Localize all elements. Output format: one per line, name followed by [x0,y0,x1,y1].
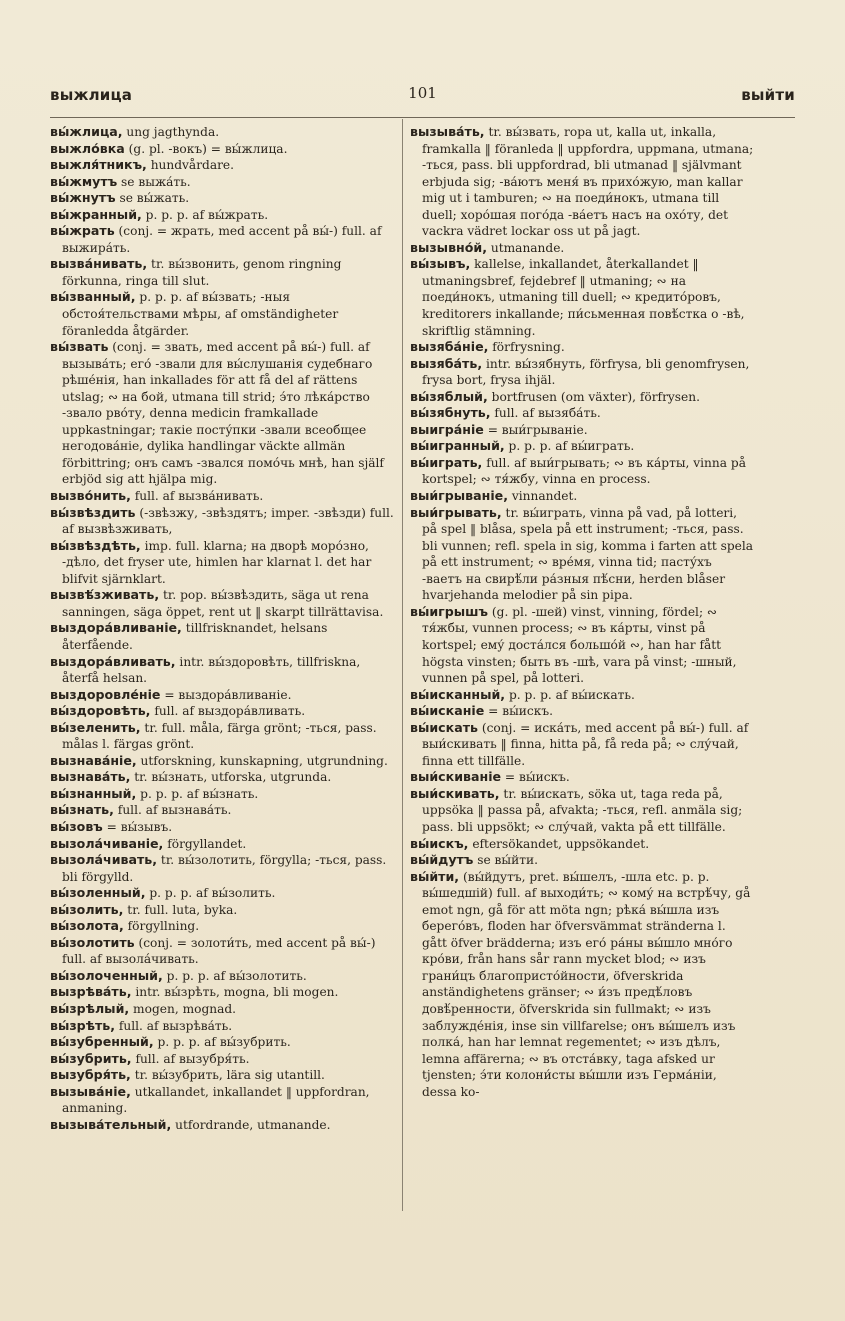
dictionary-entry [50,620,394,653]
entry-headword: вы́зубрить, [50,1050,132,1066]
entry-definition: p. p. p. af вы́жрать. [141,207,269,222]
dictionary-entry [50,687,394,704]
dictionary-entry [410,124,754,240]
entry-definition: (вы́йдутъ, pret. вы́шелъ, -шла etc. p. p. вы́шедшій) full. af выходи́ть; ∾ кому́ на встрѣ́чу, gå emot ngn, gå för att möta ngn; рѣка́ вы́шла изъ берего́въ, floden har öfversvämmat stränderna l. gått öfver brädderna; изъ его́ ра́ны вы́шло мно́го кро́ви, från hans sår rann mycket blod; ∾ изъ грани́цъ благопристо́йности, öfverskrida anständighetens gränser; ∾ и́зъ предѣ́ловъ довѣ́ренности, öfverskrida sin fullmakt; ∾ изъ заблужде́нія, inse sin villfarelse; онъ вы́шелъ изъ полка́, han har lemnat regementet; ∾ изъ дѣлъ, lemna affärerna; ∾ въ отста́вку, taga afsked ur tjensten; э́ти колони́сты вы́шли изъ Герма́ніи, dessa ko- [422,869,751,1099]
dictionary-entry [50,885,394,902]
entry-definition: tillfrisknandet, helsans återfående. [62,621,328,652]
dictionary-entry [50,836,394,853]
dictionary-entry [410,240,754,257]
dictionary-entry [50,1051,394,1068]
entry-headword: вы́здоровѣть, [50,703,151,719]
entry-definition: tr. вы́искать, söka ut, taga reda på, uppsöka ‖ passa på, afvakta; -ться, refl. anmäla sig; pass. bli uppsökt; ∾ слу́чай, vakta på ett tillfälle. [422,786,743,834]
dictionary-entry [50,256,394,289]
entry-definition: eftersökandet, uppsökandet. [468,836,650,851]
entry-headword: вы́искъ, [410,835,469,851]
entry-definition: full. af вызяба́ть. [490,406,601,421]
entry-definition: full. af вызва́нивать. [130,489,264,504]
dictionary-entry [50,786,394,803]
entry-definition: förfrysning. [488,340,565,355]
entry-definition: p. p. p. af вы́искать. [505,687,635,702]
entry-definition: (conj. = звать, med accent på вы́-) full. af вызыва́ть; его́ -звали для вы́слушанія судебнаго рѣше́нія, han inkallades för att få del af rättens utslag; ∾ на бой, utmana till strid; э́то лѣка́рство -звало рво́ту, denna medicin framkallade uppkastningar; такіе посту́пки -звали всеобщее негодова́ніе, dylika handlingar väckte allmän förbittring; онъ самъ -звался помо́чь мнѣ, han själf erbjöd sig att hjälpa mig. [62,340,384,487]
dictionary-entry [50,505,394,538]
entry-definition: (g. pl. -шей) vinst, vinning, fördel; ∾ тя́жбы, vunnen process; ∾ въ ка́рты, vinst på kortspel; ему́ доста́лся большо́й ∾, han har fått högsta vinsten; быть въ -шѣ, vara på vinst; -шный, vunnen på spel, på lotteri. [422,604,737,686]
entry-definition: utforskning, kunskapning, utgrundning. [136,753,388,768]
entry-headword: вы́йти, [410,868,460,884]
entry-headword: вызола́чивать, [50,852,158,868]
entry-headword: вы́званный, [50,289,136,305]
entry-headword: вы́знанный, [50,785,137,801]
entry-definition: se вы́йти. [473,853,538,868]
entry-headword: вы́зовъ [50,818,103,834]
entry-headword: вы́золенный, [50,885,146,901]
entry-headword: выздора́вливать, [50,653,176,669]
entry-headword: выжло́вка [50,140,125,156]
dictionary-entry [50,190,394,207]
entry-headword: вызнава́ніе, [50,752,137,768]
entry-headword: вы́золота, [50,918,124,934]
entry-definition: tr. вы́зубрить, lära sig utantill. [130,1068,325,1083]
entry-definition: (conj. = золоти́ть, med accent på вы́-) full. af вызола́чивать. [62,935,376,967]
dictionary-entry [410,438,754,455]
entry-definition: = вы́искъ. [501,770,570,785]
entry-headword: вызва́нивать, [50,256,148,272]
dictionary-entry [50,587,394,620]
entry-headword: вызнава́ть, [50,769,131,785]
entry-definition: tr. вы́звонить, genom ringning förkunna, ringa till slut. [62,257,342,288]
entry-headword: вы́жранный, [50,206,142,222]
entry-headword: вызво́нить, [50,488,131,504]
entry-definition: = вы́зывъ. [102,819,173,834]
entry-definition: intr. вы́зябнуть, förfrysa, bli genomfrysen, frysa bort, frysa ihjäl. [422,356,750,388]
dictionary-entry [50,819,394,836]
dictionary-entry [410,488,754,505]
dictionary-entry [410,869,754,1101]
entry-definition: ung jagthynda. [122,125,220,139]
entry-definition: full. af вызнава́ть. [113,803,232,818]
entry-definition: tr. вы́знать, utforska, utgrunda. [130,770,332,785]
dictionary-entry [50,538,394,588]
entry-headword: вы́исканный, [410,686,506,702]
dictionary-entry [410,769,754,786]
entry-headword: вы́зрѣлый, [50,1000,130,1016]
entry-headword: вы́играть, [410,454,483,470]
dictionary-entry [50,223,394,256]
entry-headword: вы́жрать [50,223,115,239]
entry-headword: вызрѣва́ть, [50,984,132,1000]
entry-headword: вызяба́ніе, [410,339,489,355]
entry-headword: вы́зяблый, [410,388,488,404]
entry-headword: вы́жлица, [50,124,123,139]
dictionary-entry [50,289,394,339]
entry-definition: full. af вызубря́ть. [131,1051,250,1066]
entry-headword: вы́жмутъ [50,173,118,189]
dictionary-entry [410,455,754,488]
entry-definition: (conj. = жрать, med accent på вы́-) full. af выжира́ть. [62,224,382,255]
entry-headword: вы́зрѣть, [50,1017,116,1033]
dictionary-entry [50,935,394,968]
column-divider [402,119,403,1211]
entry-definition: (-звѣзжу, -звѣздятъ; imper. -звѣзди) full. af вызвѣзживать, [62,505,394,537]
entry-headword: вызыва́ть, [410,124,485,139]
dictionary-entry [50,918,394,935]
left-column [50,124,394,1133]
entry-definition: (g. pl. -вокъ) = вы́жлица. [124,141,288,156]
dictionary-entry [410,604,754,687]
right-column [410,124,754,1100]
dictionary-entry [50,1067,394,1084]
entry-definition: förgyllning. [123,919,200,934]
entry-definition: p. p. p. af вы́звать; -ныя обстоя́тельствами мѣры, af omständigheter föranledda åtgärder. [62,290,339,338]
dictionary-entry [50,207,394,224]
dictionary-entry [410,356,754,389]
entry-definition: utmanande. [487,240,565,255]
entry-definition: intr. вы́здоровѣть, tillfriskna, återfå helsan. [62,654,361,686]
entry-definition: tr. вы́золотить, förgylla; -ться, pass. bli förgylld. [62,853,387,884]
entry-definition: tr. full. måla, färga grönt; -ться, pass. målas l. färgas grönt. [62,720,377,752]
entry-headword: вы́зывъ, [410,256,471,272]
entry-headword: вы́звѣздѣть, [50,537,141,553]
dictionary-entry [410,786,754,836]
dictionary-entry [410,405,754,422]
dictionary-entry [410,720,754,770]
entry-headword: вызыва́ніе, [50,1083,131,1099]
entry-headword: выздора́вливаніе, [50,620,182,636]
entry-headword: вы́игранный, [410,438,505,454]
dictionary-entry [50,1001,394,1018]
entry-headword: вы́исканіе [410,703,485,719]
entry-definition: p. p. p. af вы́зубрить. [153,1035,291,1050]
entry-headword: выигра́ніе [410,421,484,437]
entry-definition: = выздора́вливаніе. [160,687,292,702]
dictionary-entry [410,339,754,356]
entry-headword: выздоровле́ніе [50,686,161,702]
entry-headword: вы́искать [410,719,478,735]
dictionary-entry [50,703,394,720]
dictionary-entry [410,836,754,853]
right-running-head: выйти [741,86,795,104]
entry-headword: вызяба́ть, [410,355,483,371]
dictionary-entry [50,802,394,819]
entry-definition: tr. вы́играть, vinna på vad, på lotteri, på spel ‖ blåsa, spela på ett instrument; -ться, pass. bli vunnen; refl. spela in sig, komma i farten att spela på ett instrument; ∾ вре́мя, vinna tid; пасту́хъ -ваетъ на свирѣ́ли ра́зныя пѣ́сни, herden blåser hvarjehanda melodier på sin pipa. [422,505,754,603]
entry-headword: выжля́тникъ, [50,157,147,173]
entry-headword: выи́скиваніе [410,769,502,785]
entry-definition: tr. вы́звать, ropa ut, kalla ut, inkalla, framkalla ‖ föranleda ‖ uppfordra, uppmana, utmana; -ться, pass. bli uppfordrad, bli utmanad ‖ självmant erbjuda sig; -ва́ютъ меня́ въ прихо́жую, man kallar mig ut i tamburen; ∾ на поеди́нокъ, utmana till duell; хоро́шая пого́да -ва́етъ насъ на охо́ту, det vackra vädret lockar oss ut på jagt. [422,125,754,239]
entry-definition: tr. pop. вы́звѣздить, säga ut rena sanningen, säga öppet, rent ut ‖ skarpt tillrättavisa. [62,588,384,619]
dictionary-entry [50,141,394,158]
entry-definition: förgyllandet. [163,836,247,851]
entry-definition: utfordrande, utmanande. [171,1117,331,1132]
dictionary-entry [410,687,754,704]
entry-headword: вызыва́тельный, [50,1116,172,1132]
dictionary-entry [50,720,394,753]
dictionary-entry [50,174,394,191]
entry-headword: вызвѣ́зживать, [50,587,160,603]
entry-definition: mogen, mognad. [129,1001,237,1016]
dictionary-entry [50,157,394,174]
dictionary-entry [50,984,394,1001]
dictionary-entry [410,505,754,604]
entry-headword: вы́звать [50,339,109,355]
entry-definition: imp. full. klarna; на дворѣ моро́зно, -дѣло, det fryser ute, himlen har klarnat l. det har blifvit sjärnklart. [62,538,372,586]
entry-definition: (conj. = иска́ть, med accent på вы́-) full. af выи́скивать ‖ finna, hitta på, få reda på; ∾ слу́чай, finna ett tillfälle. [422,720,749,768]
dictionary-entry [50,769,394,786]
entry-headword: выи́грывать, [410,504,502,520]
dictionary-entry [410,389,754,406]
entry-definition: = вы́искъ. [484,704,553,719]
left-running-head: выжлица [50,86,133,104]
entry-headword: выи́скивать, [410,785,500,801]
dictionary-entry [50,488,394,505]
dictionary-entry [50,852,394,885]
dictionary-entry [410,852,754,869]
entry-definition: bortfrusen (om växter), förfrysen. [487,389,700,404]
dictionary-entry [50,1034,394,1051]
entry-headword: вы́зубренный, [50,1034,154,1050]
entry-headword: вызывно́й, [410,239,487,255]
entry-definition: se выжа́ть. [117,174,191,189]
dictionary-entry [50,1084,394,1117]
dictionary-entry [50,902,394,919]
entry-definition: p. p. p. af вы́играть. [504,439,635,454]
entry-definition: full. af выи́грывать; ∾ въ ка́рты, vinna på kortspel; ∾ тя́жбу, vinna en process. [422,455,746,487]
entry-headword: вызубря́ть, [50,1067,131,1083]
entry-definition: utkallandet, inkallandet ‖ uppfordran, anmaning. [62,1084,370,1116]
entry-definition: se вы́жать. [115,191,190,206]
dictionary-entry [50,1117,394,1134]
entry-headword: выи́грываніе, [410,488,508,504]
header-rule [50,117,795,118]
entry-headword: вы́знать, [50,802,114,818]
entry-definition: intr. вы́зрѣть, mogna, bli mogen. [131,985,339,1000]
entry-headword: вызола́чиваніе, [50,835,164,851]
entry-headword: вы́зябнуть, [410,405,491,421]
entry-headword: вы́золотить [50,934,135,950]
dictionary-entry [410,703,754,720]
entry-headword: вы́йдутъ [410,852,474,868]
entry-headword: вы́зеленить, [50,719,141,735]
entry-definition: full. af выздора́вливать. [150,704,306,719]
entry-definition: kallelse, inkallandet, återkallandet ‖ utmaningsbref, fejdebref ‖ utmaning; ∾ на поеди́нокъ, utmaning till duell; ∾ кредито́ровъ, kreditorers inkallande; пи́сьменная повѣ́стка о -вѣ, skriftlig stämning. [422,257,745,338]
dictionary-entry [410,256,754,339]
entry-definition: p. p. p. af вы́знать. [136,786,259,801]
entry-definition: vinnandet. [507,489,578,504]
dictionary-entry [50,753,394,770]
entry-headword: вы́звѣздить [50,504,136,520]
entry-definition: p. p. p. af вы́золить. [145,886,276,901]
entry-definition: = выи́грываніе. [483,422,588,437]
entry-headword: вы́жнутъ [50,190,116,206]
entry-headword: вы́игрышъ [410,603,489,619]
dictionary-entry [50,339,394,488]
entry-definition: hundvårdare. [146,158,235,173]
dictionary-entry [410,422,754,439]
entry-definition: p. p. p. af вы́золотить. [162,968,307,983]
dictionary-entry [50,124,394,141]
dictionary-entry [50,1018,394,1035]
entry-definition: tr. full. luta, byka. [123,902,238,917]
dictionary-entry [50,968,394,985]
entry-headword: вы́золоченный, [50,967,163,983]
dictionary-entry [50,654,394,687]
page-header [50,82,795,112]
page-number: 101 [408,84,437,102]
entry-headword: вы́золить, [50,901,124,917]
entry-definition: full. af вызрѣва́ть. [115,1018,233,1033]
